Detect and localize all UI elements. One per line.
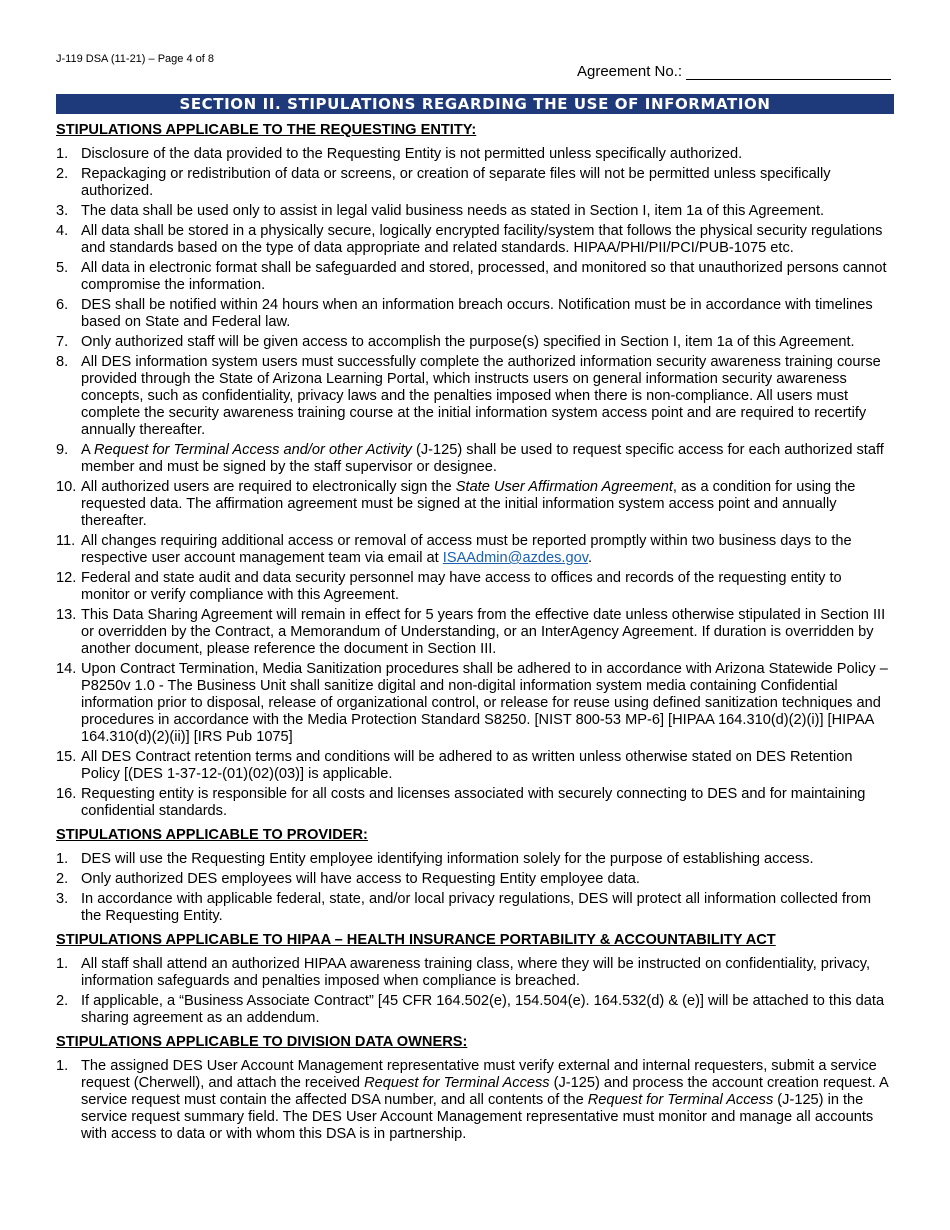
item-number: 5.: [56, 260, 69, 276]
item-text: If applicable, a “Business Associate Contract” [45 CFR 164.502(e), 154.504(e). 164.532(d) & (e)] will be attached to this data sharing agreement as an addendum.: [81, 993, 885, 1026]
list-item: [56, 661, 894, 746]
list-item: [56, 334, 894, 351]
item-text: Only authorized DES employees will have access to Requesting Entity employee data.: [81, 871, 640, 887]
item-text: This Data Sharing Agreement will remain in effect for 5 years from the effective date unless otherwise stipulated in Section III or overridden by the Contract, a Memorandum of Understanding, or an InterAgency Agreement. If duration is overridden by another document, please reference the document in Section III.: [81, 607, 886, 657]
italic-text: Request for Terminal Access and/or other Activity: [93, 442, 412, 458]
item-number: 12.: [56, 570, 77, 586]
stipulation-section: [56, 1033, 894, 1143]
italic-text: State User Affirmation Agreement: [455, 479, 673, 495]
agreement-number-field[interactable]: [686, 65, 891, 80]
list-item: [56, 533, 894, 567]
item-text: All authorized users are required to electronically sign the: [81, 479, 456, 495]
list-item: [56, 260, 894, 294]
stipulation-list: [56, 956, 894, 1027]
item-number: 11.: [56, 533, 76, 549]
list-item: [56, 786, 894, 820]
stipulation-section: [56, 826, 894, 925]
list-item: [56, 570, 894, 604]
section-heading: STIPULATIONS APPLICABLE TO THE REQUESTING ENTITY:: [56, 122, 477, 138]
section-heading: STIPULATIONS APPLICABLE TO HIPAA – HEALTH INSURANCE PORTABILITY & ACCOUNTABILITY ACT: [56, 932, 776, 948]
item-number: 16.: [56, 786, 77, 802]
item-number: 13.: [56, 607, 77, 623]
item-text: (J-125) shall be used to request specific access for each authorized staff member and must be signed by the staff supervisor or designee.: [81, 442, 884, 475]
italic-text: Request for Terminal Access: [587, 1092, 774, 1108]
item-text: The assigned DES User Account Management representative must verify external and internal requesters, submit a service request (Cherwell), and attach the received: [81, 1058, 877, 1091]
item-number: 10.: [56, 479, 77, 495]
item-text: All staff shall attend an authorized HIPAA awareness training class, where they will be instructed on confidentiality, privacy, information safeguards and penalties imposed when compliance is breached.: [81, 956, 871, 989]
item-text: All changes requiring additional access or removal of access must be reported promptly within two business days to the respective user account management team via email at: [81, 533, 852, 566]
list-item: [56, 891, 894, 925]
item-number: 2.: [56, 871, 69, 887]
item-number: 1.: [56, 956, 69, 972]
item-text: Disclosure of the data provided to the Requesting Entity is not permitted unless specifically authorized.: [81, 146, 743, 162]
list-item: [56, 956, 894, 990]
stipulation-section: [56, 121, 894, 820]
item-text: Upon Contract Termination, Media Sanitization procedures shall be adhered to in accordance with Arizona Statewide Policy – P8250v 1.0 - The Business Unit shall sanitize digital and non-digital information system media containing Confidential information prior to disposal, release of organizational control, or release for reuse using defined sanitization techniques and procedures in accordance with the Media Protection Standard S8250. [NIST 800-53 MP-6] [HIPAA 164.310(d)(2)(i)] [HIPAA 164.310(d)(2)(ii)] [IRS Pub 1075]: [81, 661, 888, 745]
list-item: [56, 479, 894, 530]
list-item: [56, 442, 894, 476]
item-number: 8.: [56, 354, 69, 370]
item-number: 9.: [56, 442, 69, 458]
item-text: DES will use the Requesting Entity employee identifying information solely for the purpose of establishing access.: [81, 851, 814, 867]
italic-text: Request for Terminal Access: [364, 1075, 550, 1091]
list-item: [56, 749, 894, 783]
item-number: 7.: [56, 334, 69, 350]
email-link[interactable]: ISAAdmin@azdes.gov: [442, 550, 588, 566]
item-text: A: [81, 442, 94, 458]
item-number: 2.: [56, 166, 69, 182]
item-text: Repackaging or redistribution of data or screens, or creation of separate files will not be permitted unless specifically authorized.: [81, 166, 831, 199]
item-text: (J-125) in the service request summary field. The DES User Account Management representative must monitor and manage all accounts with access to data or with whom this DSA is in partnership.: [81, 1092, 874, 1142]
item-number: 1.: [56, 1058, 69, 1074]
item-text: (J-125) and process the account creation request. A service request must contain the affected DSA number, and all contents of the: [81, 1075, 888, 1108]
item-number: 2.: [56, 993, 69, 1009]
list-item: [56, 354, 894, 439]
item-text: Only authorized staff will be given access to accomplish the purpose(s) specified in Section I, item 1a of this Agreement.: [81, 334, 855, 350]
list-item: [56, 607, 894, 658]
item-text: All DES information system users must successfully complete the authorized information security awareness training course provided through the State of Arizona Learning Portal, which instructs users on general information security awareness concepts, such as confidentiality, privacy laws and the penalties imposed when there is non-compliance. All users must complete the security awareness training course at the initial information system access point and are required to recertify annually thereafter.: [81, 354, 881, 438]
item-number: 3.: [56, 891, 69, 907]
list-item: [56, 166, 894, 200]
stipulation-section: [56, 931, 894, 1027]
item-text: The data shall be used only to assist in legal valid business needs as stated in Section I, item 1a of this Agreement.: [81, 203, 825, 219]
stipulation-list: [56, 146, 894, 820]
item-number: 1.: [56, 146, 69, 162]
list-item: [56, 871, 894, 888]
item-text: DES shall be notified within 24 hours when an information breach occurs. Notification must be in accordance with timelines based on State and Federal law.: [81, 297, 873, 330]
list-item: [56, 223, 894, 257]
agreement-number: [577, 63, 891, 80]
list-item: [56, 297, 894, 331]
item-text: .: [587, 550, 592, 566]
list-item: [56, 1058, 894, 1143]
agreement-label: Agreement No.:: [577, 63, 683, 80]
item-text: Federal and state audit and data security personnel may have access to offices and records of the requesting entity to monitor or verify compliance with this Agreement.: [81, 570, 842, 603]
item-text: Requesting entity is responsible for all costs and licenses associated with securely connecting to DES and for maintaining confidential standards.: [81, 786, 866, 819]
list-item: [56, 851, 894, 868]
item-text: All DES Contract retention terms and conditions will be adhered to as written unless otherwise stated on DES Retention Policy [(DES 1-37-12-(01)(02)(03)] is applicable.: [81, 749, 853, 782]
stipulations-content: [56, 121, 894, 1149]
section-heading: STIPULATIONS APPLICABLE TO PROVIDER:: [56, 827, 368, 843]
item-text: , as a condition for using the requested data. The affirmation agreement must be signed at the initial information system access point and annually thereafter.: [81, 479, 856, 529]
item-number: 14.: [56, 661, 77, 677]
form-id: J-119 DSA (11-21) – Page 4 of 8: [56, 53, 214, 65]
item-number: 6.: [56, 297, 69, 313]
item-text: In accordance with applicable federal, state, and/or local privacy regulations, DES will protect all information collected from the Requesting Entity.: [81, 891, 872, 924]
stipulation-list: [56, 1058, 894, 1143]
list-item: [56, 993, 894, 1027]
item-text: All data shall be stored in a physically secure, logically encrypted facility/system that follows the physical security regulations and standards based on the type of data appropriate and related standards. HIPAA/PHI/PII/PCI/PUB-1075 etc.: [81, 223, 883, 256]
item-number: 1.: [56, 851, 69, 867]
item-text: All data in electronic format shall be safeguarded and stored, processed, and monitored so that unauthorized persons cannot compromise the information.: [81, 260, 887, 293]
item-number: 4.: [56, 223, 69, 239]
section-heading: STIPULATIONS APPLICABLE TO DIVISION DATA OWNERS:: [56, 1034, 468, 1050]
stipulation-list: [56, 851, 894, 925]
item-number: 15.: [56, 749, 77, 765]
list-item: [56, 203, 894, 220]
item-number: 3.: [56, 203, 69, 219]
list-item: [56, 146, 894, 163]
section-title: SECTION II. STIPULATIONS REGARDING THE USE OF INFORMATION: [56, 94, 894, 114]
